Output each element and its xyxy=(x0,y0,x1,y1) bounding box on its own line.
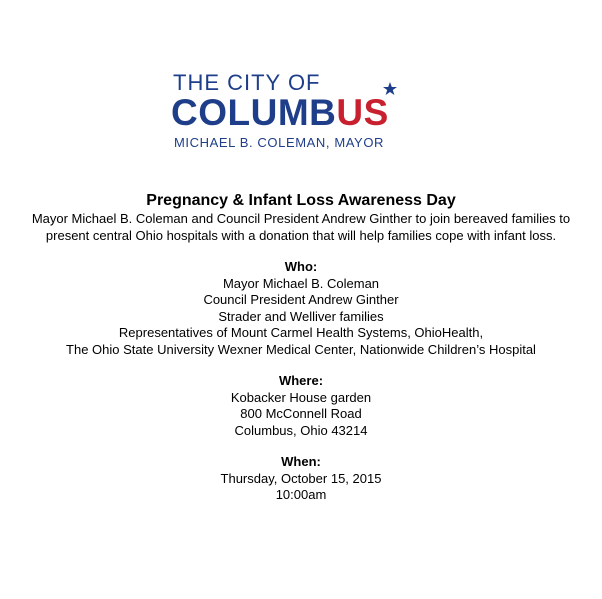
who-line: The Ohio State University Wexner Medical Center, Nationwide Children’s Hospital xyxy=(66,341,536,357)
where-line: Columbus, Ohio 43214 xyxy=(234,422,368,438)
where-section xyxy=(0,373,602,439)
where-line: 800 McConnell Road xyxy=(240,406,362,421)
when-section xyxy=(0,454,602,504)
intro-paragraph: Mayor Michael B. Coleman and Council President Andrew Ginther to join bereaved families to present central Ohio hospitals with a donation that will help families cope with infant loss. xyxy=(31,211,571,243)
when-heading: When: xyxy=(281,454,321,469)
who-line: Representatives of Mount Carmel Health Systems, OhioHealth, xyxy=(118,325,484,340)
logo-line-columbus xyxy=(171,92,389,133)
who-section xyxy=(0,259,602,358)
announcement xyxy=(0,191,602,504)
who-heading: Who: xyxy=(284,259,318,274)
who-line: Strader and Welliver families xyxy=(218,308,384,324)
page-title: Pregnancy & Infant Loss Awareness Day xyxy=(146,192,456,209)
logo-columbus-main: COLUMB xyxy=(171,92,337,133)
who-line: Council President Andrew Ginther xyxy=(203,292,399,307)
logo-line-mayor: MICHAEL B. COLEMAN, MAYOR xyxy=(174,135,385,150)
where-line: Kobacker House garden xyxy=(230,389,372,405)
city-logo-graphic xyxy=(0,68,602,152)
when-line: 10:00am xyxy=(275,487,327,502)
city-logo xyxy=(0,68,602,152)
logo-line-the-city-of: THE CITY OF xyxy=(173,70,321,95)
who-line: Mayor Michael B. Coleman xyxy=(222,275,380,291)
where-heading: Where: xyxy=(278,373,324,388)
when-line: Thursday, October 15, 2015 xyxy=(220,470,382,486)
logo-columbus-accent: US xyxy=(336,92,389,133)
